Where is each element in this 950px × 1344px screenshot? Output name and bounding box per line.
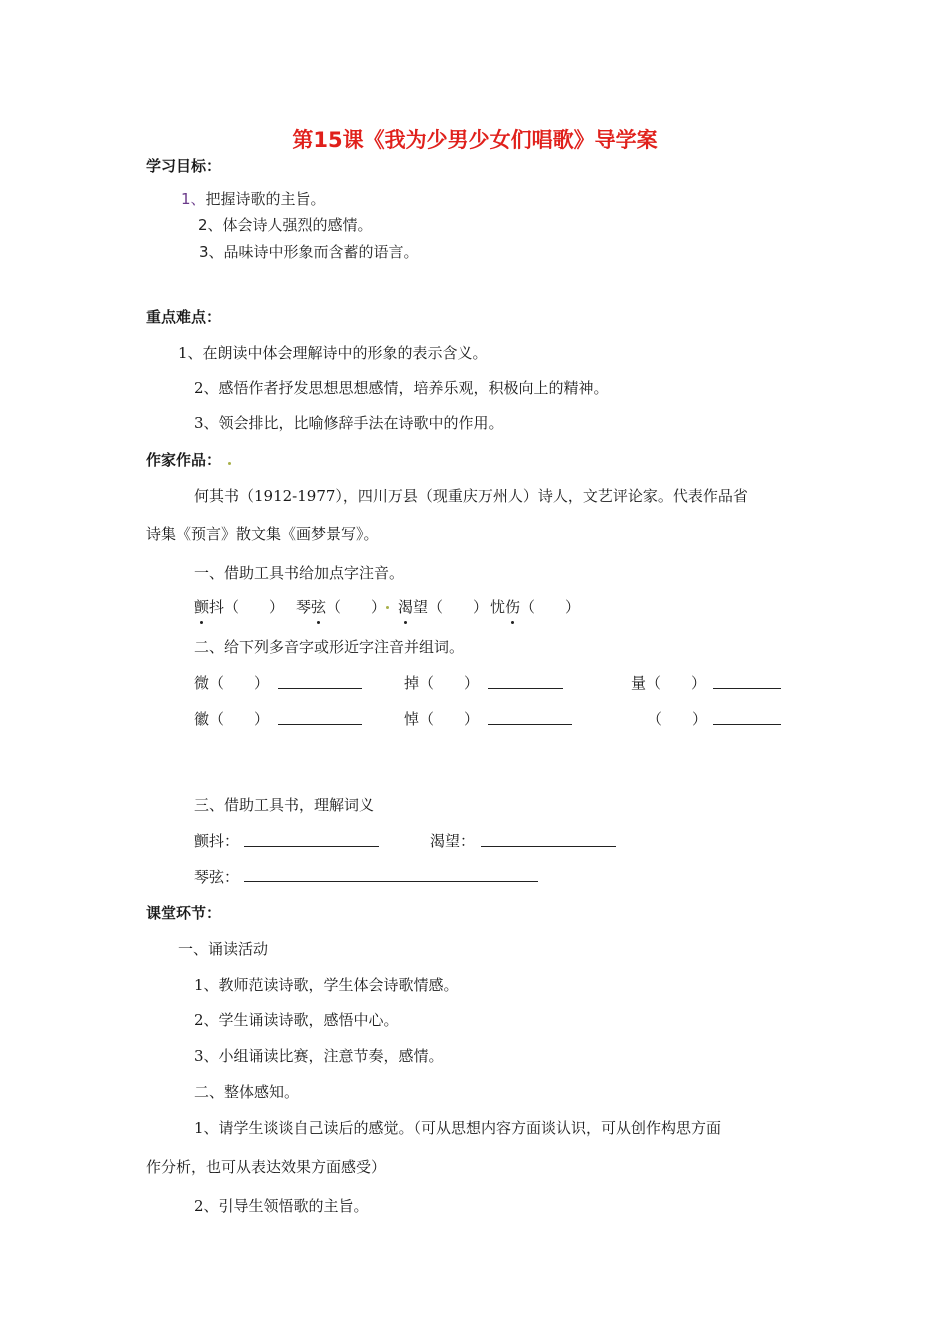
dotted-char: 颤	[194, 598, 210, 616]
ex1-word-2	[296, 596, 386, 617]
key-item-2: 2、感悟作者抒发思想思想感情，培养乐观，积极向上的精神。	[194, 379, 609, 397]
ex1-word-1	[194, 596, 284, 617]
ex3-word-3: 琴弦：	[194, 868, 240, 886]
ex3-word-2: 渴望：	[430, 832, 476, 850]
class-heading: 课堂环节：	[146, 904, 222, 922]
goal-text: 把握诗歌的主旨。	[205, 190, 326, 208]
ex3-word-1: 颤抖：	[194, 832, 240, 850]
char: 望	[413, 598, 429, 616]
char: 忧	[490, 598, 506, 616]
key-heading: 重点难点：	[146, 308, 222, 326]
answer-line	[244, 846, 379, 847]
answer-paren: （ ）	[520, 598, 581, 616]
class-s2-item-1-line-2: 作分析，也可从表达效果方面感受）	[146, 1158, 387, 1176]
ex3-heading: 三、借助工具书，理解词义	[194, 796, 375, 814]
answer-line	[278, 688, 362, 689]
dotted-char: 渴	[398, 598, 414, 616]
ex1-word-3	[398, 596, 488, 617]
speck-mark	[386, 606, 389, 609]
dotted-char: 伤	[505, 598, 521, 616]
goal-number: 3、	[199, 243, 224, 261]
goal-number: 2、	[198, 216, 223, 234]
page-title: 第15课《我为少男少女们唱歌》导学案	[292, 128, 658, 152]
goal-number: 1、	[181, 190, 206, 208]
class-s1-item-3: 3、小组诵读比赛，注意节奏，感情。	[194, 1047, 444, 1065]
ex1-word-4	[490, 596, 580, 617]
answer-line	[481, 846, 616, 847]
dotted-char: 弦	[311, 598, 327, 616]
class-s2-item-2: 2、引导生领悟歌的主旨。	[194, 1197, 369, 1215]
goal-text: 品味诗中形象而含蓄的语言。	[223, 243, 419, 261]
goal-text: 体会诗人强烈的感情。	[222, 216, 373, 234]
answer-line	[713, 724, 781, 725]
class-s2-item-1-line-1: 1、请学生谈谈自己读后的感觉。（可从思想内容方面谈认识，可从创作构思方面	[194, 1119, 722, 1137]
class-s1-item-1: 1、教师范读诗歌，学生体会诗歌情感。	[194, 976, 459, 994]
answer-paren: （ ）	[428, 598, 489, 616]
speck-mark	[228, 462, 231, 465]
author-line-1: 何其书（1912-1977），四川万县（现重庆万州人）诗人，文艺评论家。代表作品省	[194, 487, 748, 505]
answer-line	[488, 688, 563, 689]
answer-line	[244, 881, 538, 882]
answer-line	[713, 688, 781, 689]
answer-paren: （ ）	[326, 598, 387, 616]
goal-item-3	[199, 241, 419, 262]
key-item-3: 3、领会排比，比喻修辞手法在诗歌中的作用。	[194, 414, 504, 432]
goals-heading: 学习目标：	[146, 157, 222, 175]
goal-item-2	[198, 214, 373, 235]
author-heading: 作家作品：	[146, 451, 222, 469]
answer-line	[278, 724, 362, 725]
class-section-1: 一、诵读活动	[178, 940, 269, 958]
ex2-row1-item-1: 微（ ）	[194, 674, 270, 692]
ex2-row2-item-3: （ ）	[647, 710, 708, 728]
author-line-2: 诗集《预言》散文集《画梦景写》。	[146, 525, 379, 543]
class-section-2: 二、整体感知。	[194, 1083, 300, 1101]
ex2-row2-item-2: 悼（ ）	[404, 710, 480, 728]
ex2-heading: 二、给下列多音字或形近字注音并组词。	[194, 638, 465, 656]
ex2-row1-item-3: 量（ ）	[631, 674, 707, 692]
ex1-heading: 一、借助工具书给加点字注音。	[194, 564, 405, 582]
class-s1-item-2: 2、学生诵读诗歌，感悟中心。	[194, 1011, 399, 1029]
key-item-1: 1、在朗读中体会理解诗中的形象的表示含义。	[178, 344, 488, 362]
goal-item-1	[181, 188, 326, 209]
answer-paren: （ ）	[224, 598, 285, 616]
ex2-row2-item-1: 徽（ ）	[194, 710, 270, 728]
ex2-row1-item-2: 掉（ ）	[404, 674, 480, 692]
char: 抖	[209, 598, 225, 616]
answer-line	[488, 724, 572, 725]
char: 琴	[296, 598, 312, 616]
